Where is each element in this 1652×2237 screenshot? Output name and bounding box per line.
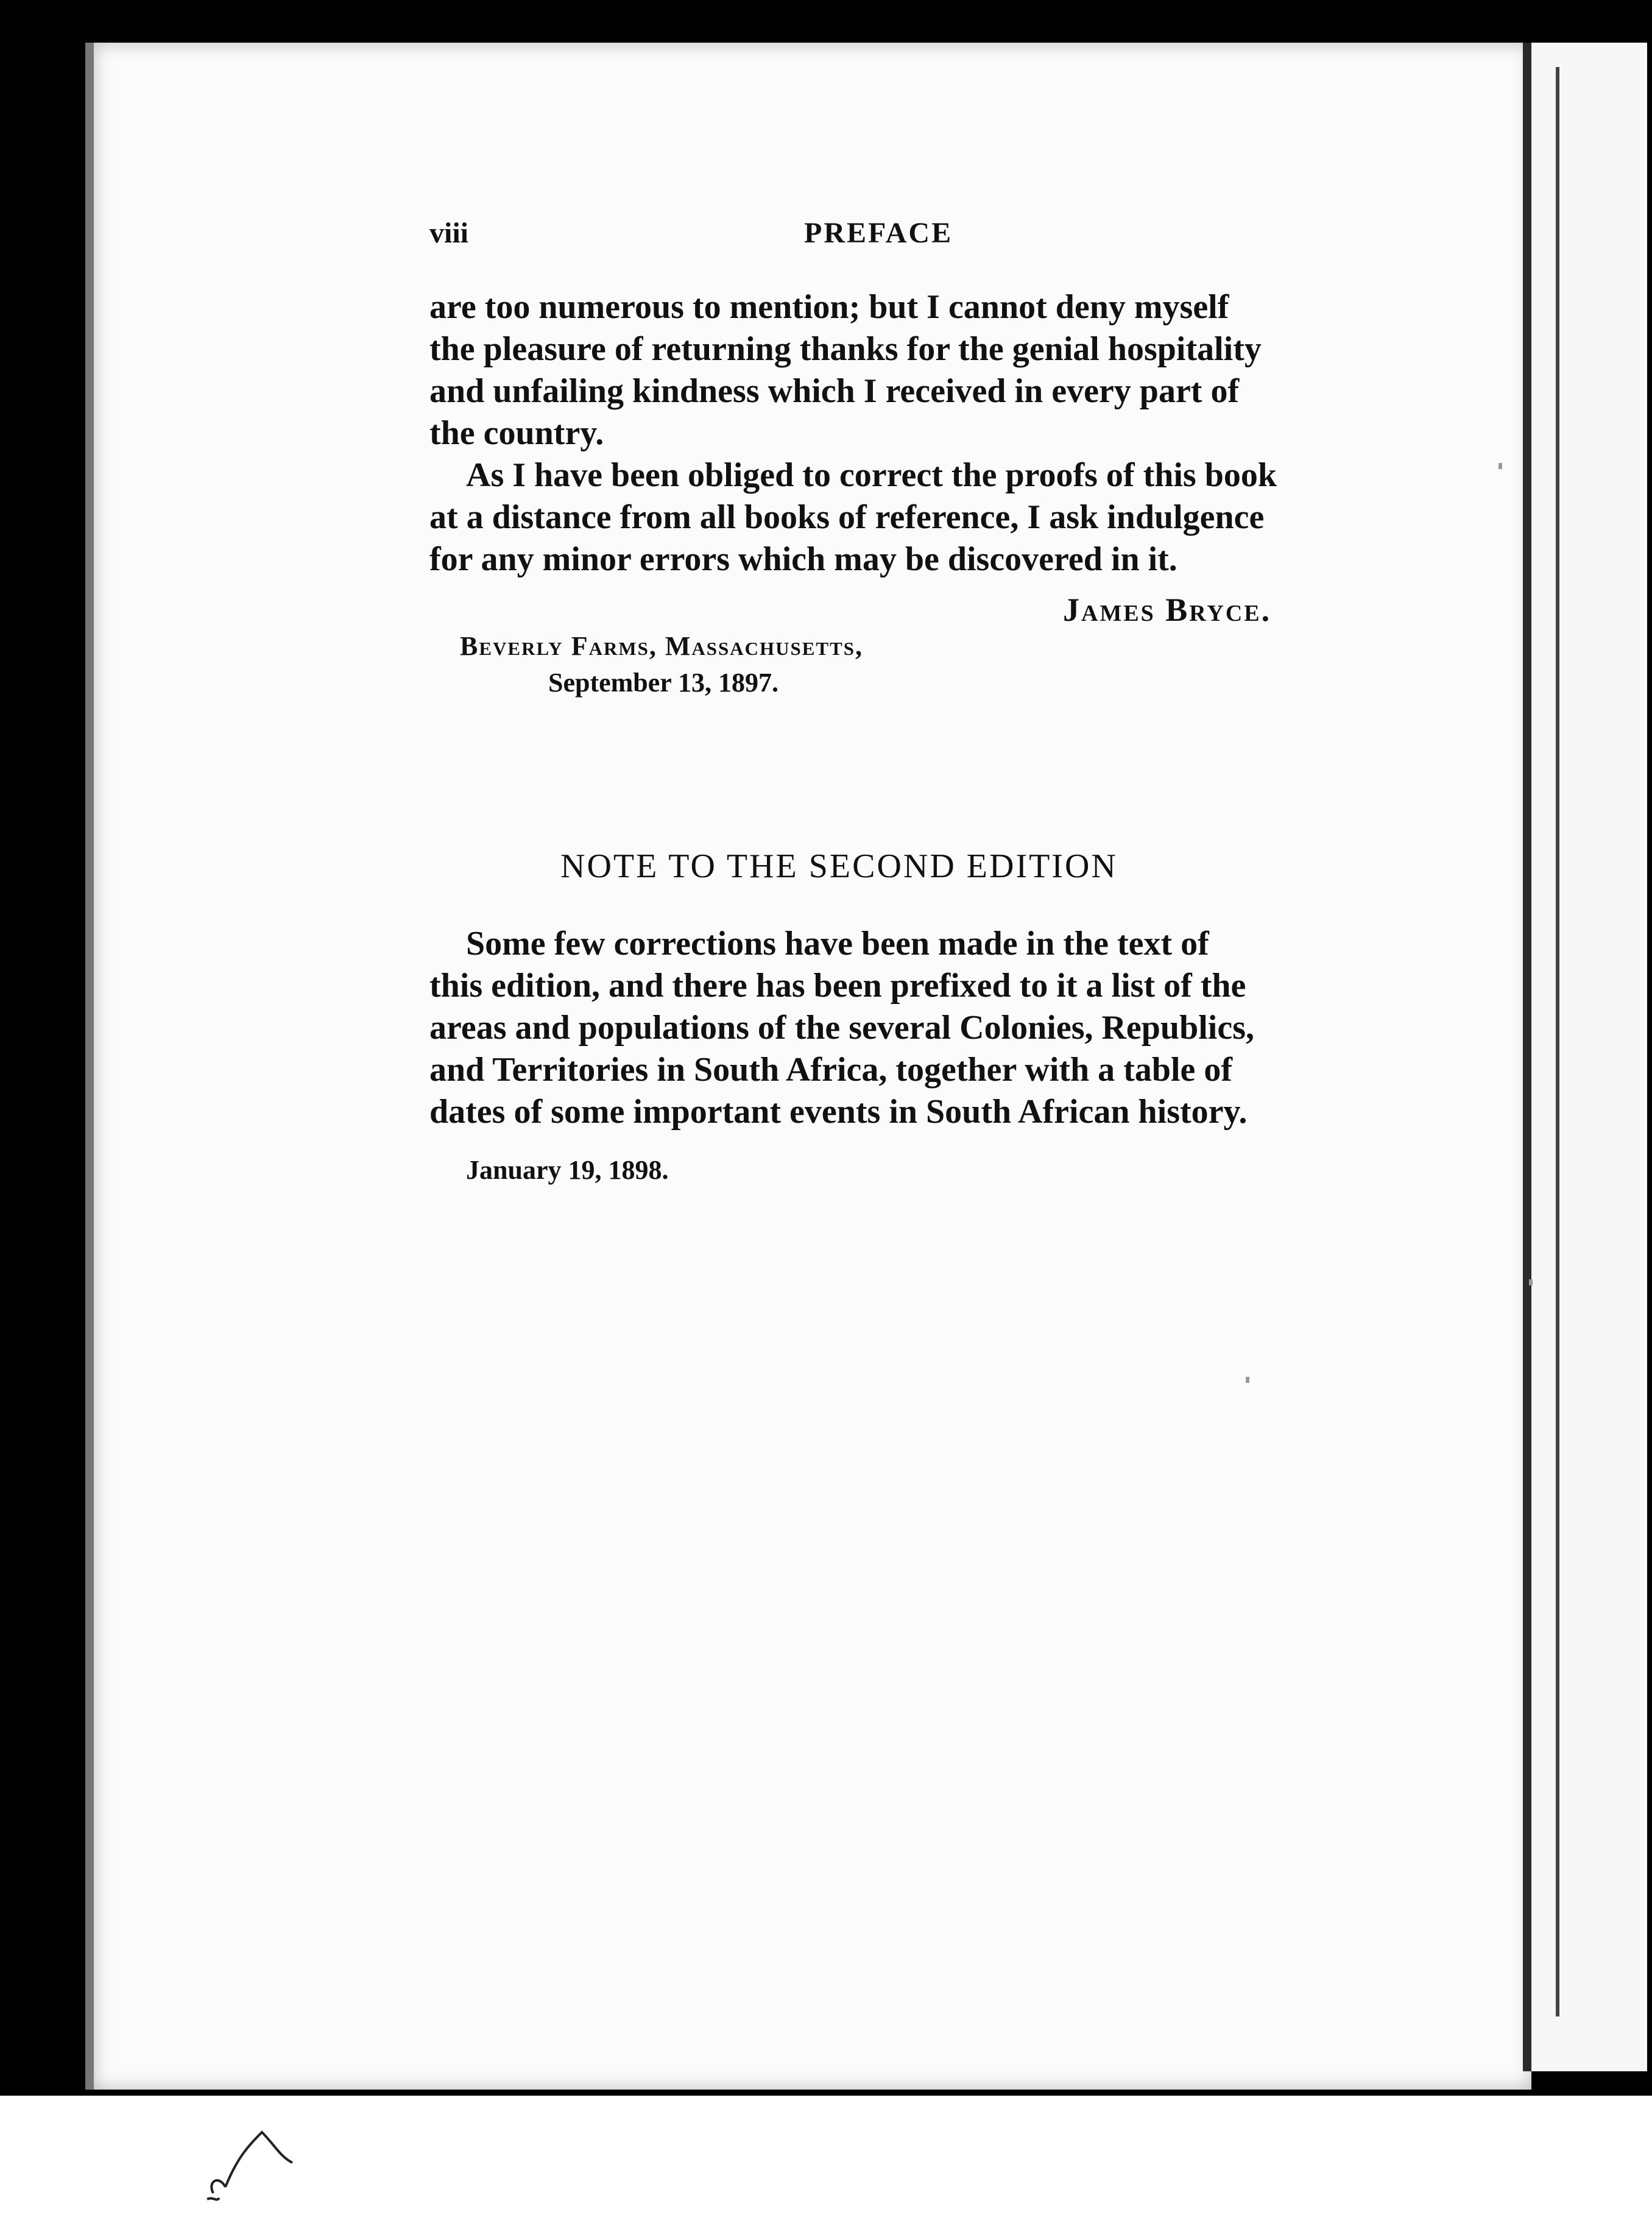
note-paragraph xyxy=(429,923,1325,1133)
text-line: this edition, and there has been prefixed to it a list of the xyxy=(429,967,1246,1005)
signature-date: September 13, 1897. xyxy=(548,668,779,698)
preface-paragraph-2 xyxy=(429,454,1325,581)
running-title: PREFACE xyxy=(804,217,953,249)
page-number: viii xyxy=(429,217,469,249)
text-line: for any minor errors which may be discovered in it. xyxy=(429,540,1177,578)
signature-name: James Bryce. xyxy=(1063,592,1272,628)
text-line: and unfailing kindness which I received in every part of xyxy=(429,372,1240,410)
text-line: the pleasure of returning thanks for the genial hospitality xyxy=(429,330,1262,368)
preface-paragraph-1 xyxy=(429,286,1325,454)
text-line: are too numerous to mention; but I cannot deny myself xyxy=(429,288,1229,326)
binding-shadow xyxy=(1556,67,1559,2016)
note-heading: NOTE TO THE SECOND EDITION xyxy=(560,847,1118,885)
text-line: dates of some important events in South African history. xyxy=(429,1093,1248,1131)
text-line: at a distance from all books of reference, I ask indulgence xyxy=(429,498,1265,536)
signature-place: Beverly Farms, Massachusetts, xyxy=(460,631,864,661)
note-date: January 19, 1898. xyxy=(466,1155,669,1185)
text-line: As I have been obliged to correct the proofs of this book xyxy=(466,456,1277,494)
scan-artifact-scribble xyxy=(201,2120,305,2205)
text-line: the country. xyxy=(429,414,604,452)
scan-speck xyxy=(1246,1377,1249,1383)
scan-speck xyxy=(1498,463,1502,469)
text-line: areas and populations of the several Colonies, Republics, xyxy=(429,1009,1254,1047)
scan-speck xyxy=(1529,1279,1533,1285)
text-line: and Territories in South Africa, together with a table of xyxy=(429,1051,1233,1089)
text-line: Some few corrections have been made in the text of xyxy=(466,925,1209,963)
facing-page-edge xyxy=(1523,43,1647,2071)
